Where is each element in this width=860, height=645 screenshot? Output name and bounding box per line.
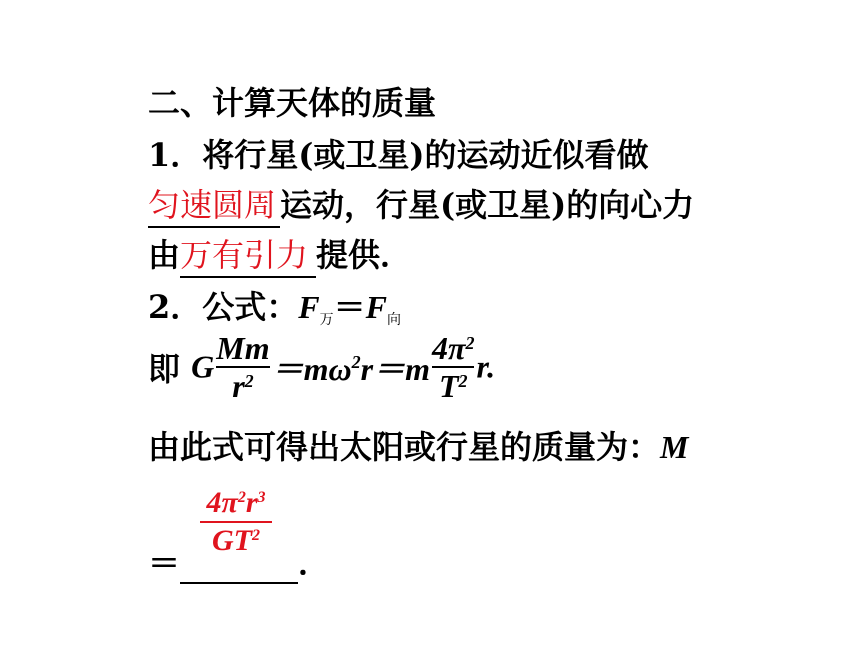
fraction-4pi2-T2 [432, 332, 474, 402]
item2-label: 2．公式： [148, 288, 299, 326]
answer-numerator: $4\pi^2r^3$ [206, 486, 266, 519]
formula-tail: r. [476, 348, 496, 385]
answer-denominator: $GT^2$ [212, 524, 260, 557]
formula-prefix: 即 [148, 350, 181, 388]
answer-equals: ＝ [148, 544, 181, 582]
answer-text-1: 匀速圆周 [148, 186, 277, 224]
answer-line [148, 538, 330, 584]
item1-line3-prefix: 由 [148, 236, 181, 274]
item1-line1: 1．将行星(或卫星)的运动近似看做 [148, 136, 649, 174]
item1-line3 [148, 230, 412, 278]
conclusion-line [148, 422, 688, 468]
conclusion-text: 由此式可得出太阳或行星的质量为： [148, 428, 661, 466]
gravity-constant: G [191, 348, 215, 385]
fraction-denominator-2: $T^2$ [438, 368, 468, 404]
fraction-mm-r2 [216, 332, 269, 402]
answer-period: ． [298, 544, 331, 582]
fraction-numerator: Mm [216, 330, 270, 366]
force-sub2: 向 [386, 312, 401, 328]
item2-line [148, 282, 401, 329]
answer-fraction-bar [200, 521, 272, 523]
formula-middle: $=m\omega^2r=m$ [271, 351, 431, 387]
fraction-denominator: $r^2$ [232, 368, 254, 404]
item1-line3-suffix: 提供． [316, 236, 413, 274]
force-F1: F [298, 289, 320, 325]
mass-symbol: M [660, 429, 689, 465]
fraction-numerator-2: $4\pi^2$ [432, 330, 475, 366]
section-title: 二、计算天体的质量 [148, 84, 437, 122]
item1-line2 [148, 180, 694, 228]
formula-line [148, 332, 495, 402]
equals-sign: ＝ [333, 288, 366, 326]
answer-blank-2 [180, 230, 316, 278]
answer-text-2: 万有引力 [180, 236, 309, 274]
force-sub1: 万 [319, 312, 334, 328]
answer-blank-3 [180, 544, 298, 584]
force-F2: F [365, 289, 387, 325]
answer-blank-1 [148, 180, 280, 228]
item1-line2-rest: 运动，行星(或卫星)的向心力 [280, 186, 695, 224]
